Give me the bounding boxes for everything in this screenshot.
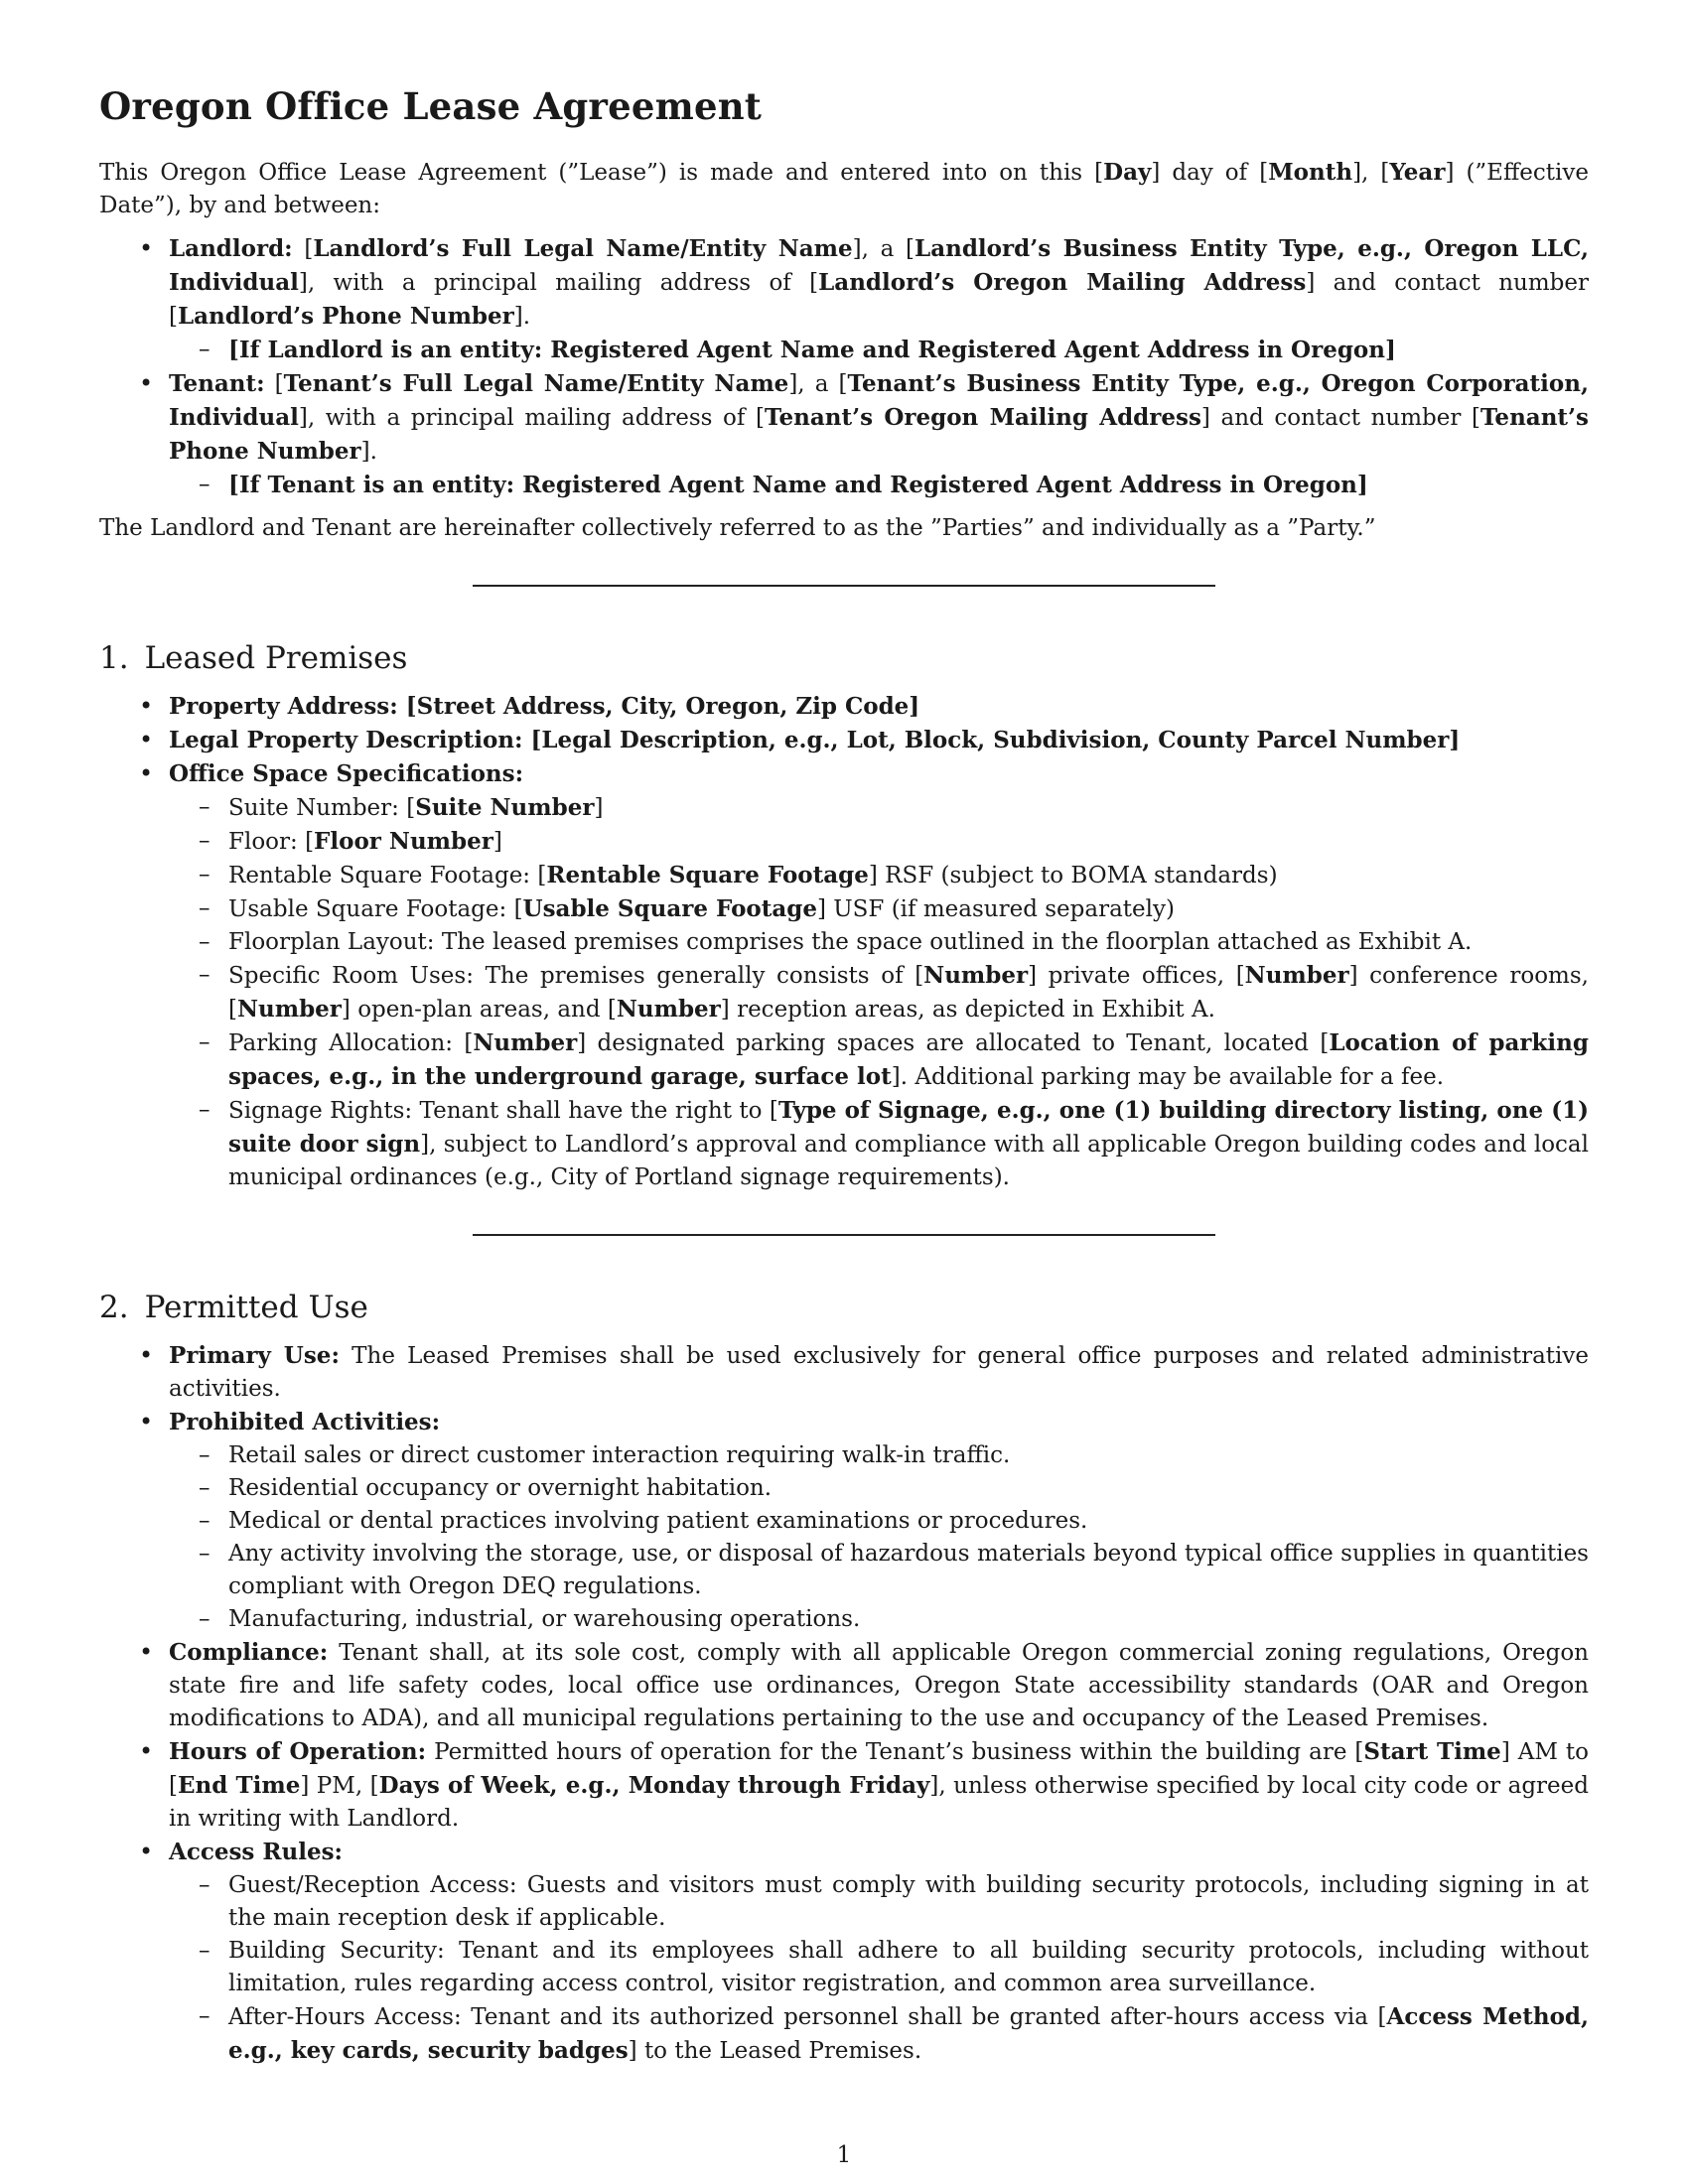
rooms-text: ] reception areas, as depicted in Exhibit A. (720, 997, 1215, 1023)
landlord-address-placeholder: Landlord’s Oregon Mailing Address (818, 269, 1307, 296)
hours-start-placeholder: Start Time (1363, 1738, 1501, 1765)
hours-label: Hours of Operation: (169, 1738, 427, 1765)
floor-item (169, 825, 1589, 859)
signage-placeholder: Type of Signage, e.g., one (1) building directory listing, one (1) suite door sign (228, 1097, 1589, 1158)
landlord-text: ] and contact number [ (169, 270, 1589, 330)
floorplan-item: – Floorplan Layout: The leased premises comprises the space outlined in the floorplan attached as Exhibit A. (169, 926, 1589, 959)
access-method-placeholder: Access Method, e.g., key cards, security badges (228, 2003, 1589, 2064)
intro-text: ] (”Effective Date”), by and between: (99, 160, 1590, 218)
tenant-text: ], a [ (788, 371, 848, 397)
suite-text: ] (594, 795, 604, 821)
hours-text: ] AM to [ (169, 1739, 1589, 1799)
rentable-item (169, 859, 1589, 892)
office-spec-sublist (169, 791, 1589, 1194)
landlord-label: Landlord: (169, 235, 293, 262)
prohibited-activity: – Medical or dental practices involving patient examinations or procedures. (169, 1505, 1589, 1538)
intro-day-placeholder: Day (1103, 159, 1152, 186)
legal-description-item (99, 724, 1589, 757)
landlord-item (99, 232, 1589, 367)
suite-placeholder: Suite Number (415, 794, 595, 821)
parking-text: Parking Allocation: [ (228, 1030, 474, 1056)
hours-days-placeholder: Days of Week, e.g., Monday through Friday (378, 1772, 930, 1799)
usable-item (169, 892, 1589, 926)
primary-use-label: Primary Use: (169, 1342, 340, 1369)
access-rules-sublist (169, 1869, 1589, 2068)
prohibited-label: Prohibited Activities: (169, 1409, 441, 1435)
compliance-item (99, 1636, 1589, 1735)
section-1-list (99, 690, 1589, 1194)
rooms-number-placeholder: Number (616, 996, 721, 1023)
landlord-agent-item (169, 334, 1589, 367)
document-page (99, 84, 1589, 2078)
floor-placeholder: Floor Number (314, 828, 493, 855)
suite-text: Suite Number: [ (228, 795, 416, 821)
prohibited-sublist (169, 1439, 1589, 1636)
tenant-phone-placeholder: Tenant’s Phone Number (169, 404, 1589, 465)
after-hours-item (169, 2000, 1589, 2068)
property-address-item (99, 690, 1589, 724)
section-1-heading (99, 640, 1589, 676)
intro-paragraph (99, 156, 1589, 222)
hours-text: ] PM, [ (300, 1773, 379, 1799)
office-spec-label: Office Space Specifications: (169, 760, 524, 787)
landlord-text: ], a [ (852, 236, 915, 262)
hours-item (99, 1735, 1589, 1836)
access-rules-label: Access Rules: (169, 1839, 344, 1865)
collective-paragraph: The Landlord and Tenant are hereinafter collectively referred to as the ”Parties” and individually as a ”Party.” (99, 515, 1376, 541)
access-rules-item (99, 1836, 1589, 2068)
tenant-type-placeholder: Tenant’s Business Entity Type, e.g., Oregon Corporation, Individual (169, 370, 1589, 431)
prohibited-activity: – Retail sales or direct customer interaction requiring walk-in traffic. (169, 1439, 1589, 1472)
suite-item (169, 791, 1589, 825)
tenant-text: ], with a principal mailing address of [ (298, 405, 765, 431)
signage-item (169, 1094, 1589, 1194)
parking-location-placeholder: Location of parking spaces, e.g., in the underground garage, surface lot (228, 1029, 1589, 1090)
parking-number-placeholder: Number (473, 1029, 578, 1056)
rooms-item (169, 959, 1589, 1026)
document-title: Oregon Office Lease Agreement (99, 84, 763, 128)
intro-year-placeholder: Year (1389, 159, 1446, 186)
tenant-name-placeholder: Tenant’s Full Legal Name/Entity Name (283, 370, 789, 397)
landlord-agent-placeholder: [If Landlord is an entity: Registered Agent Name and Registered Agent Address in Oregon] (228, 337, 1396, 363)
landlord-text: ]. (513, 304, 531, 330)
landlord-type-placeholder: Landlord’s Business Entity Type, e.g., Oregon LLC, Individual (169, 235, 1589, 296)
rooms-number-placeholder: Number (236, 996, 342, 1023)
rooms-text: Specific Room Uses: The premises generally consists of [ (228, 963, 924, 989)
tenant-agent-placeholder: [If Tenant is an entity: Registered Agent Name and Registered Agent Address in Oregon] (228, 472, 1368, 498)
signage-text: ], subject to Landlord’s approval and compliance with all applicable Oregon building codes and local municipal ordinances (e.g., City of Portland signage requirements). (228, 1132, 1589, 1190)
page-number: 1 (836, 2142, 852, 2168)
after-hours-text: ] to the Leased Premises. (628, 2038, 922, 2064)
floor-text: ] (492, 829, 502, 855)
hours-end-placeholder: End Time (177, 1772, 301, 1799)
section-divider (473, 585, 1215, 587)
section-2-title: Permitted Use (144, 1290, 368, 1325)
prohibited-activity: – Any activity involving the storage, use, or disposal of hazardous materials beyond typical office supplies in quantities compliant with Oregon DEQ regulations. (169, 1538, 1589, 1603)
tenant-text: ] and contact number [ (1200, 405, 1480, 431)
section-2-list (99, 1339, 1589, 2068)
primary-use-text: The Leased Premises shall be used exclusively for general office purposes and related administrative activities. (169, 1343, 1589, 1402)
prohibited-item (99, 1406, 1589, 1636)
parties-list (99, 232, 1589, 502)
usable-placeholder: Usable Square Footage (522, 895, 817, 922)
hours-text: Permitted hours of operation for the Tenant’s business within the building are [ (426, 1739, 1364, 1765)
tenant-item (99, 367, 1589, 502)
parking-text: ]. Additional parking may be available for a fee. (891, 1064, 1445, 1090)
usable-text: ] USF (if measured separately) (817, 896, 1175, 922)
section-divider (473, 1234, 1215, 1236)
prohibited-activity: – Residential occupancy or overnight habitation. (169, 1472, 1589, 1505)
rentable-text: ] RSF (subject to BOMA standards) (868, 863, 1278, 888)
legal-description-text: Legal Property Description: [Legal Description, e.g., Lot, Block, Subdivision, County Parcel Number] (169, 727, 1461, 753)
compliance-text: Tenant shall, at its sole cost, comply with all applicable Oregon commercial zoning regulations, Oregon state fire and life safety codes, local office use ordinances, Oregon State accessibility standards (OAR and Oregon modifications to ADA), and all municipal regulations pertaining to the use and occupancy of the Leased Premises. (169, 1640, 1589, 1731)
tenant-agent-item (169, 469, 1589, 502)
office-spec-item (99, 757, 1589, 1194)
intro-text: ], [ (1352, 160, 1390, 186)
section-2-heading (99, 1290, 1589, 1325)
signage-text: Signage Rights: Tenant shall have the right to [ (228, 1098, 778, 1124)
tenant-label: Tenant: (169, 370, 265, 397)
landlord-sublist (169, 334, 1589, 367)
tenant-text: [ (264, 371, 284, 397)
property-address-text: Property Address: [Street Address, City, Oregon, Zip Code] (169, 693, 920, 720)
intro-text: ] day of [ (1151, 160, 1269, 186)
after-hours-text: After-Hours Access: Tenant and its authorized personnel shall be granted after-hours access via [ (228, 2004, 1387, 2030)
rentable-placeholder: Rentable Square Footage (546, 862, 869, 888)
hours-text: ], unless otherwise specified by local city code or agreed in writing with Landlord. (169, 1773, 1589, 1832)
rooms-number-placeholder: Number (1244, 962, 1349, 989)
rooms-text: ] conference rooms, [ (228, 963, 1589, 1023)
section-1-number: 1. (99, 640, 129, 676)
rooms-text: ] private offices, [ (1028, 963, 1245, 989)
parking-text: ] designated parking spaces are allocated to Tenant, located [ (577, 1030, 1330, 1056)
landlord-phone-placeholder: Landlord’s Phone Number (177, 303, 514, 330)
rooms-text: ] open-plan areas, and [ (341, 997, 617, 1023)
compliance-label: Compliance: (169, 1639, 329, 1666)
landlord-text: ], with a principal mailing address of [ (298, 270, 819, 296)
rentable-text: Rentable Square Footage: [ (228, 863, 547, 888)
section-2-number: 2. (99, 1290, 129, 1325)
intro-text: This Oregon Office Lease Agreement (”Lease”) is made and entered into on this [ (99, 160, 1104, 186)
guest-access-item: – Guest/Reception Access: Guests and visitors must comply with building security protocols, including signing in at the main reception desk if applicable. (169, 1869, 1589, 1935)
tenant-text: ]. (360, 439, 377, 465)
primary-use-item (99, 1339, 1589, 1406)
intro-month-placeholder: Month (1268, 159, 1353, 186)
tenant-sublist (169, 469, 1589, 502)
landlord-text: [ (292, 236, 314, 262)
parking-item (169, 1026, 1589, 1094)
rooms-number-placeholder: Number (923, 962, 1029, 989)
usable-text: Usable Square Footage: [ (228, 896, 523, 922)
building-security-item: – Building Security: Tenant and its employees shall adhere to all building security protocols, including without limitation, rules regarding access control, visitor registration, and common area surveillance. (169, 1935, 1589, 2000)
landlord-name-placeholder: Landlord’s Full Legal Name/Entity Name (313, 235, 853, 262)
prohibited-activity: – Manufacturing, industrial, or warehousing operations. (169, 1603, 1589, 1636)
tenant-address-placeholder: Tenant’s Oregon Mailing Address (764, 404, 1201, 431)
section-1-title: Leased Premises (144, 640, 408, 676)
floor-text: Floor: [ (228, 829, 315, 855)
